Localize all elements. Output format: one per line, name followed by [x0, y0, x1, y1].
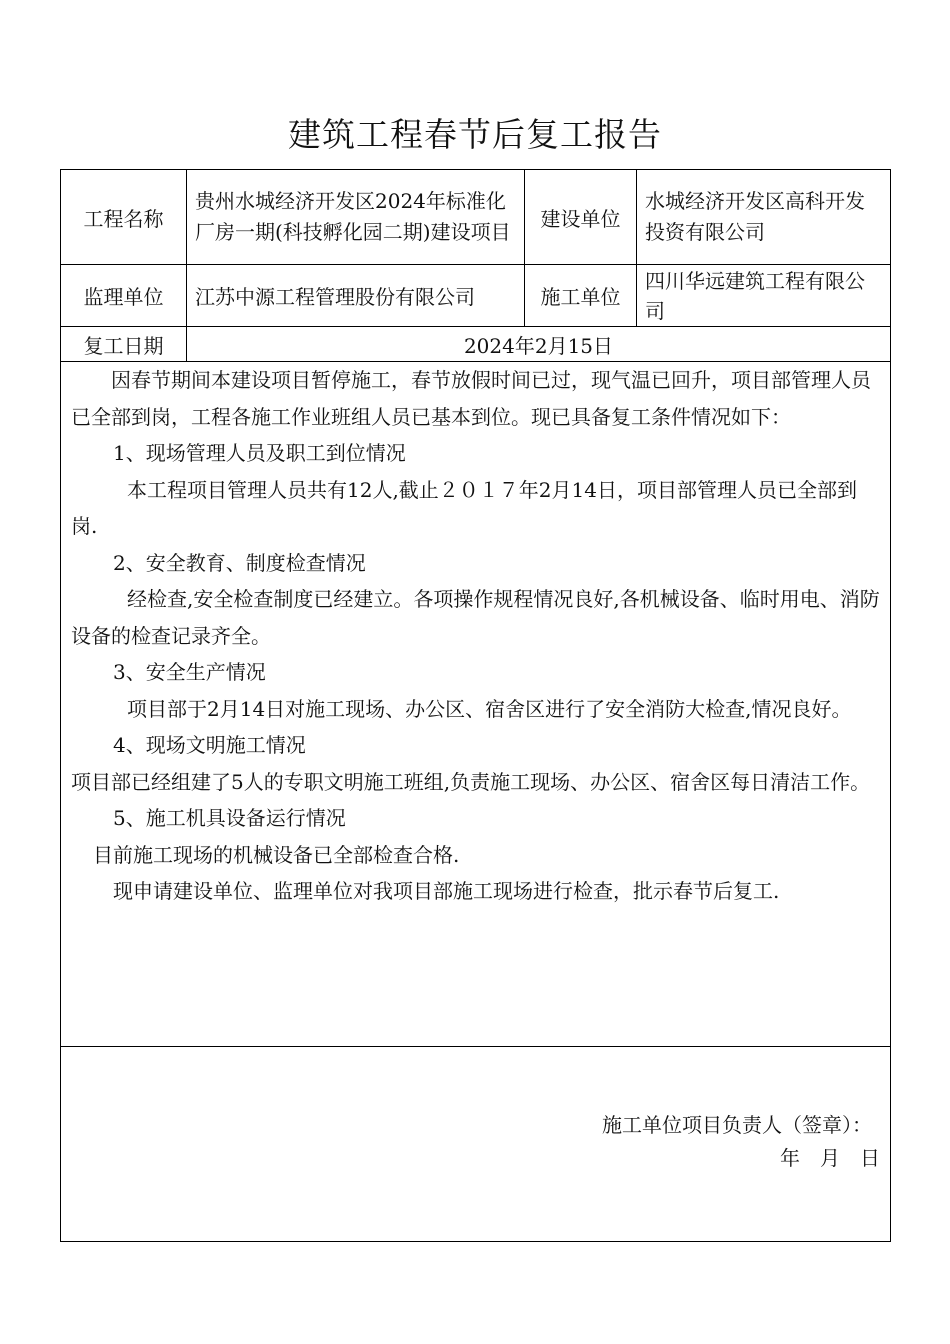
- supervision-row: [61, 265, 891, 327]
- supervisor-value: 江苏中源工程管理股份有限公司: [187, 265, 525, 327]
- section-5-heading: 5、施工机具设备运行情况: [113, 806, 346, 830]
- section-2-text: 经检查,安全检查制度已经建立。各项操作规程情况良好,各机械设备、临时用电、消防设备的检查记录齐全。: [71, 587, 880, 648]
- owner-label: 建设单位: [525, 170, 637, 265]
- section-4-heading: 4、现场文明施工情况: [113, 733, 306, 757]
- signature-area: [61, 1047, 891, 1242]
- section-3-text: 项目部于2月14日对施工现场、办公区、宿舍区进行了安全消防大检查,情况良好。: [127, 696, 852, 721]
- owner-value: 水城经济开发区高科开发投资有限公司: [637, 170, 891, 265]
- report-title: 建筑工程春节后复工报告: [288, 115, 662, 154]
- section-1-heading: 1、现场管理人员及职工到位情况: [113, 441, 406, 465]
- closing-paragraph: 现申请建设单位、监理单位对我项目部施工现场进行检查，批示春节后复工.: [113, 879, 780, 903]
- section-1-text: 本工程项目管理人员共有12人,截止２０１７年2月14日，项目部管理人员已全部到岗.: [71, 477, 857, 538]
- section-5-text: 目前施工现场的机械设备已全部检查合格.: [93, 842, 460, 867]
- signature-label: 施工单位项目负责人（签章）：: [602, 1113, 872, 1137]
- section-2-heading: 2、安全教育、制度检查情况: [113, 550, 366, 575]
- resume-date-row: [61, 327, 891, 362]
- contractor-value: 四川华远建筑工程有限公司: [637, 265, 891, 327]
- resume-date-value: 2024年2月15日: [187, 327, 891, 362]
- signature-row: [61, 1047, 891, 1242]
- project-info-row: [61, 170, 891, 265]
- report-table: [60, 169, 891, 1242]
- intro-paragraph: 因春节期间本建设项目暂停施工，春节放假时间已过，现气温已回升，项目部管理人员已全部到岗，工程各施工作业班组人员已基本到位。现已具备复工条件情况如下：: [71, 368, 871, 429]
- report-body-row: [61, 362, 891, 1047]
- signature-date: 年 月 日: [780, 1146, 880, 1170]
- section-3-heading: 3、安全生产情况: [113, 660, 266, 684]
- resume-date-label: 复工日期: [61, 327, 187, 362]
- project-name-value: 贵州水城经济开发区2024年标准化厂房一期(科技孵化园二期)建设项目: [187, 170, 525, 265]
- report-body: [61, 362, 891, 1047]
- project-name-label: 工程名称: [61, 170, 187, 265]
- section-4-text: 项目部已经组建了5人的专职文明施工班组,负责施工现场、办公区、宿舍区每日清洁工作。: [71, 769, 871, 794]
- contractor-label: 施工单位: [525, 265, 637, 327]
- supervisor-label: 监理单位: [61, 265, 187, 327]
